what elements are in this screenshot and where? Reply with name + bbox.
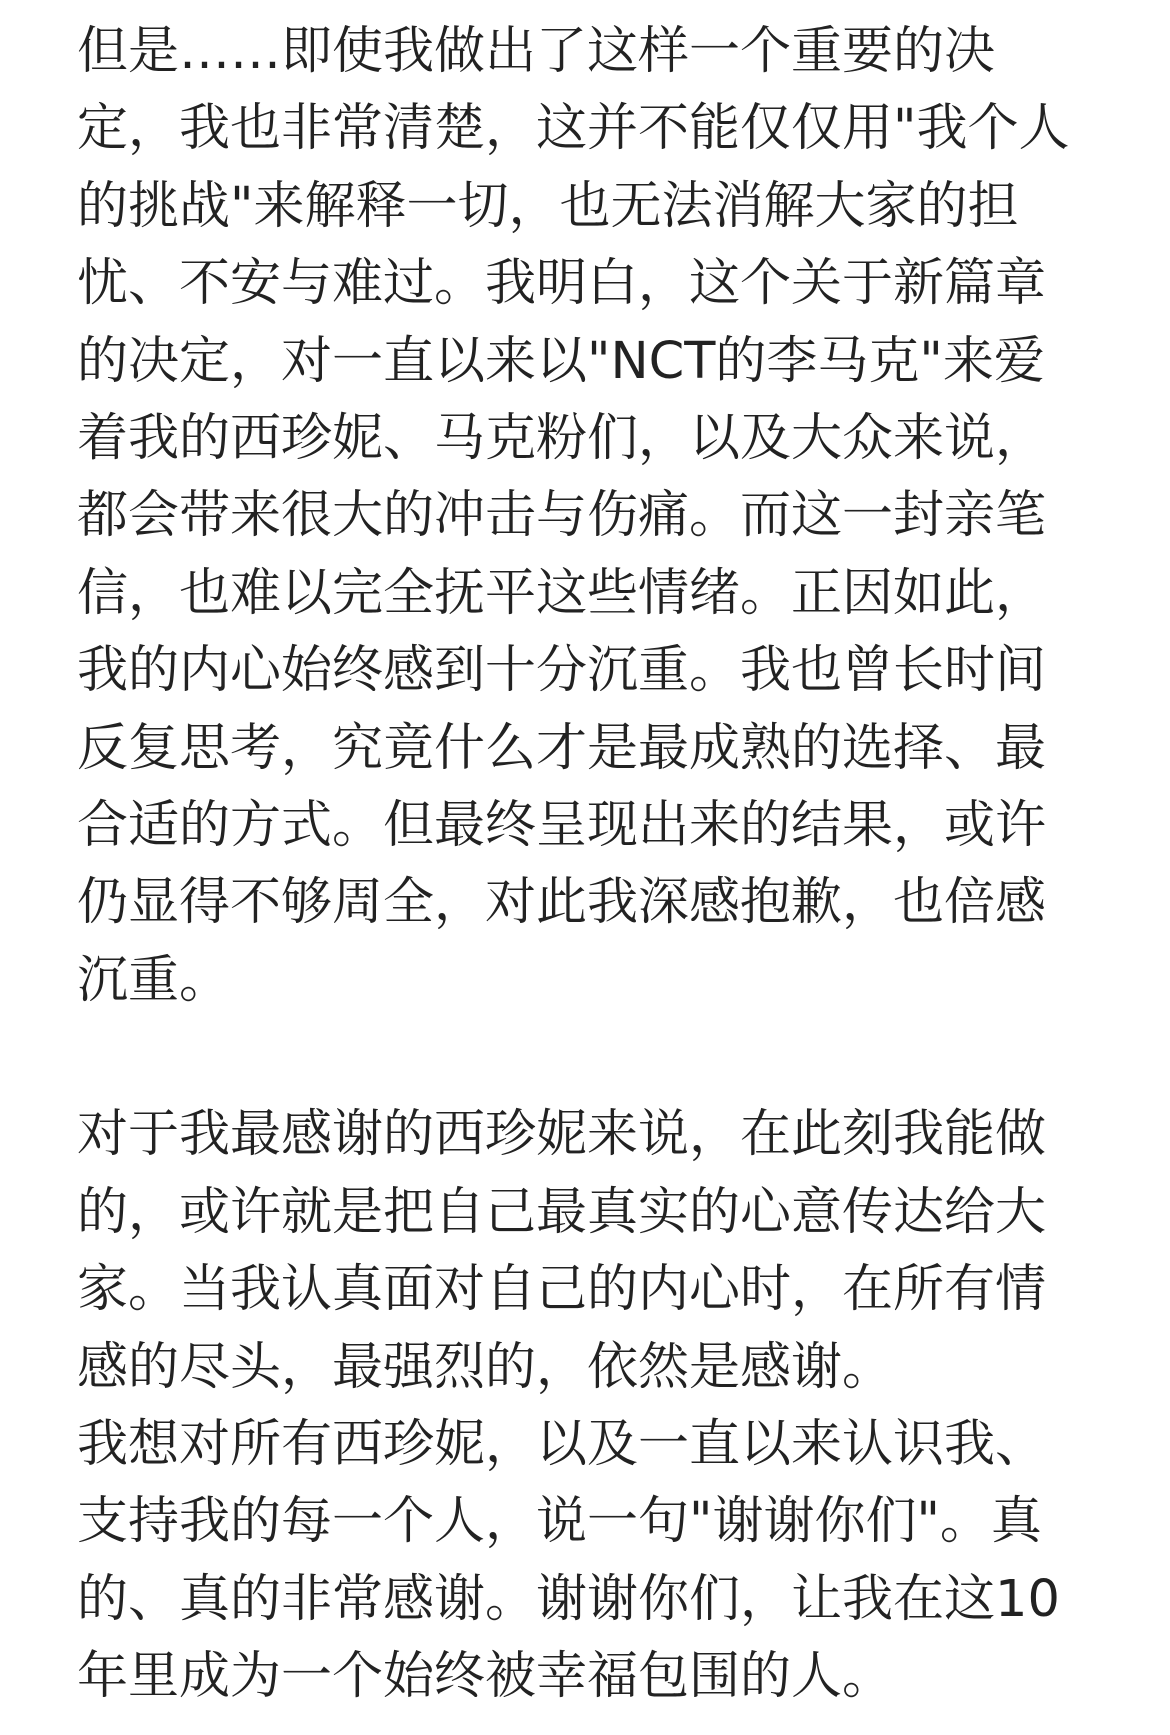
text-line: 合适的方式。但最终呈现出来的结果，或许 [77,795,1047,855]
text-line: 感的尽头，最强烈的，依然是感谢。 [77,1337,894,1397]
text-line: 年里成为一个始终被幸福包围的人。 [77,1647,894,1707]
paragraph-gap [77,1019,1152,1096]
text-line: 仍显得不够周全，对此我深感抱歉，也倍感 [77,873,1047,933]
text-line: 我的内心始终感到十分沉重。我也曾长时间 [77,641,1047,701]
paragraph-1 [77,13,1152,1019]
text-line: 但是……即使我做出了这样一个重要的决 [77,22,996,81]
text-line: 的决定，对一直以来以"NCT的李马克"来爱 [77,331,1045,391]
text-line: 的挑战"来解释一切，也无法消解大家的担 [77,176,1019,236]
text-line: 的，或许就是把自己最真实的心意传达给大 [77,1182,1047,1242]
text-line: 反复思考，究竟什么才是最成熟的选择、最 [77,718,1047,778]
text-line: 支持我的每一个人，说一句"谢谢你们"。真 [77,1492,1042,1552]
text-line: 的、真的非常感谢。谢谢你们，让我在这10 [77,1569,1060,1629]
text-line: 沉重。 [77,950,231,1010]
paragraph-2 [77,1096,1152,1715]
letter-body [77,13,1152,1716]
text-line: 对于我最感谢的西珍妮来说，在此刻我能做 [77,1105,1047,1165]
text-line: 家。当我认真面对自己的内心时，在所有情 [77,1260,1047,1320]
text-line: 都会带来很大的冲击与伤痛。而这一封亲笔 [77,486,1047,546]
text-line: 着我的西珍妮、马克粉们，以及大众来说， [77,408,1047,468]
text-line: 我想对所有西珍妮，以及一直以来认识我、 [77,1415,1047,1475]
text-line: 信，也难以完全抚平这些情绪。正因如此， [77,563,1047,623]
text-line: 定，我也非常清楚，这并不能仅仅用"我个人 [77,99,1070,159]
text-line: 忧、不安与难过。我明白，这个关于新篇章 [77,254,1047,314]
